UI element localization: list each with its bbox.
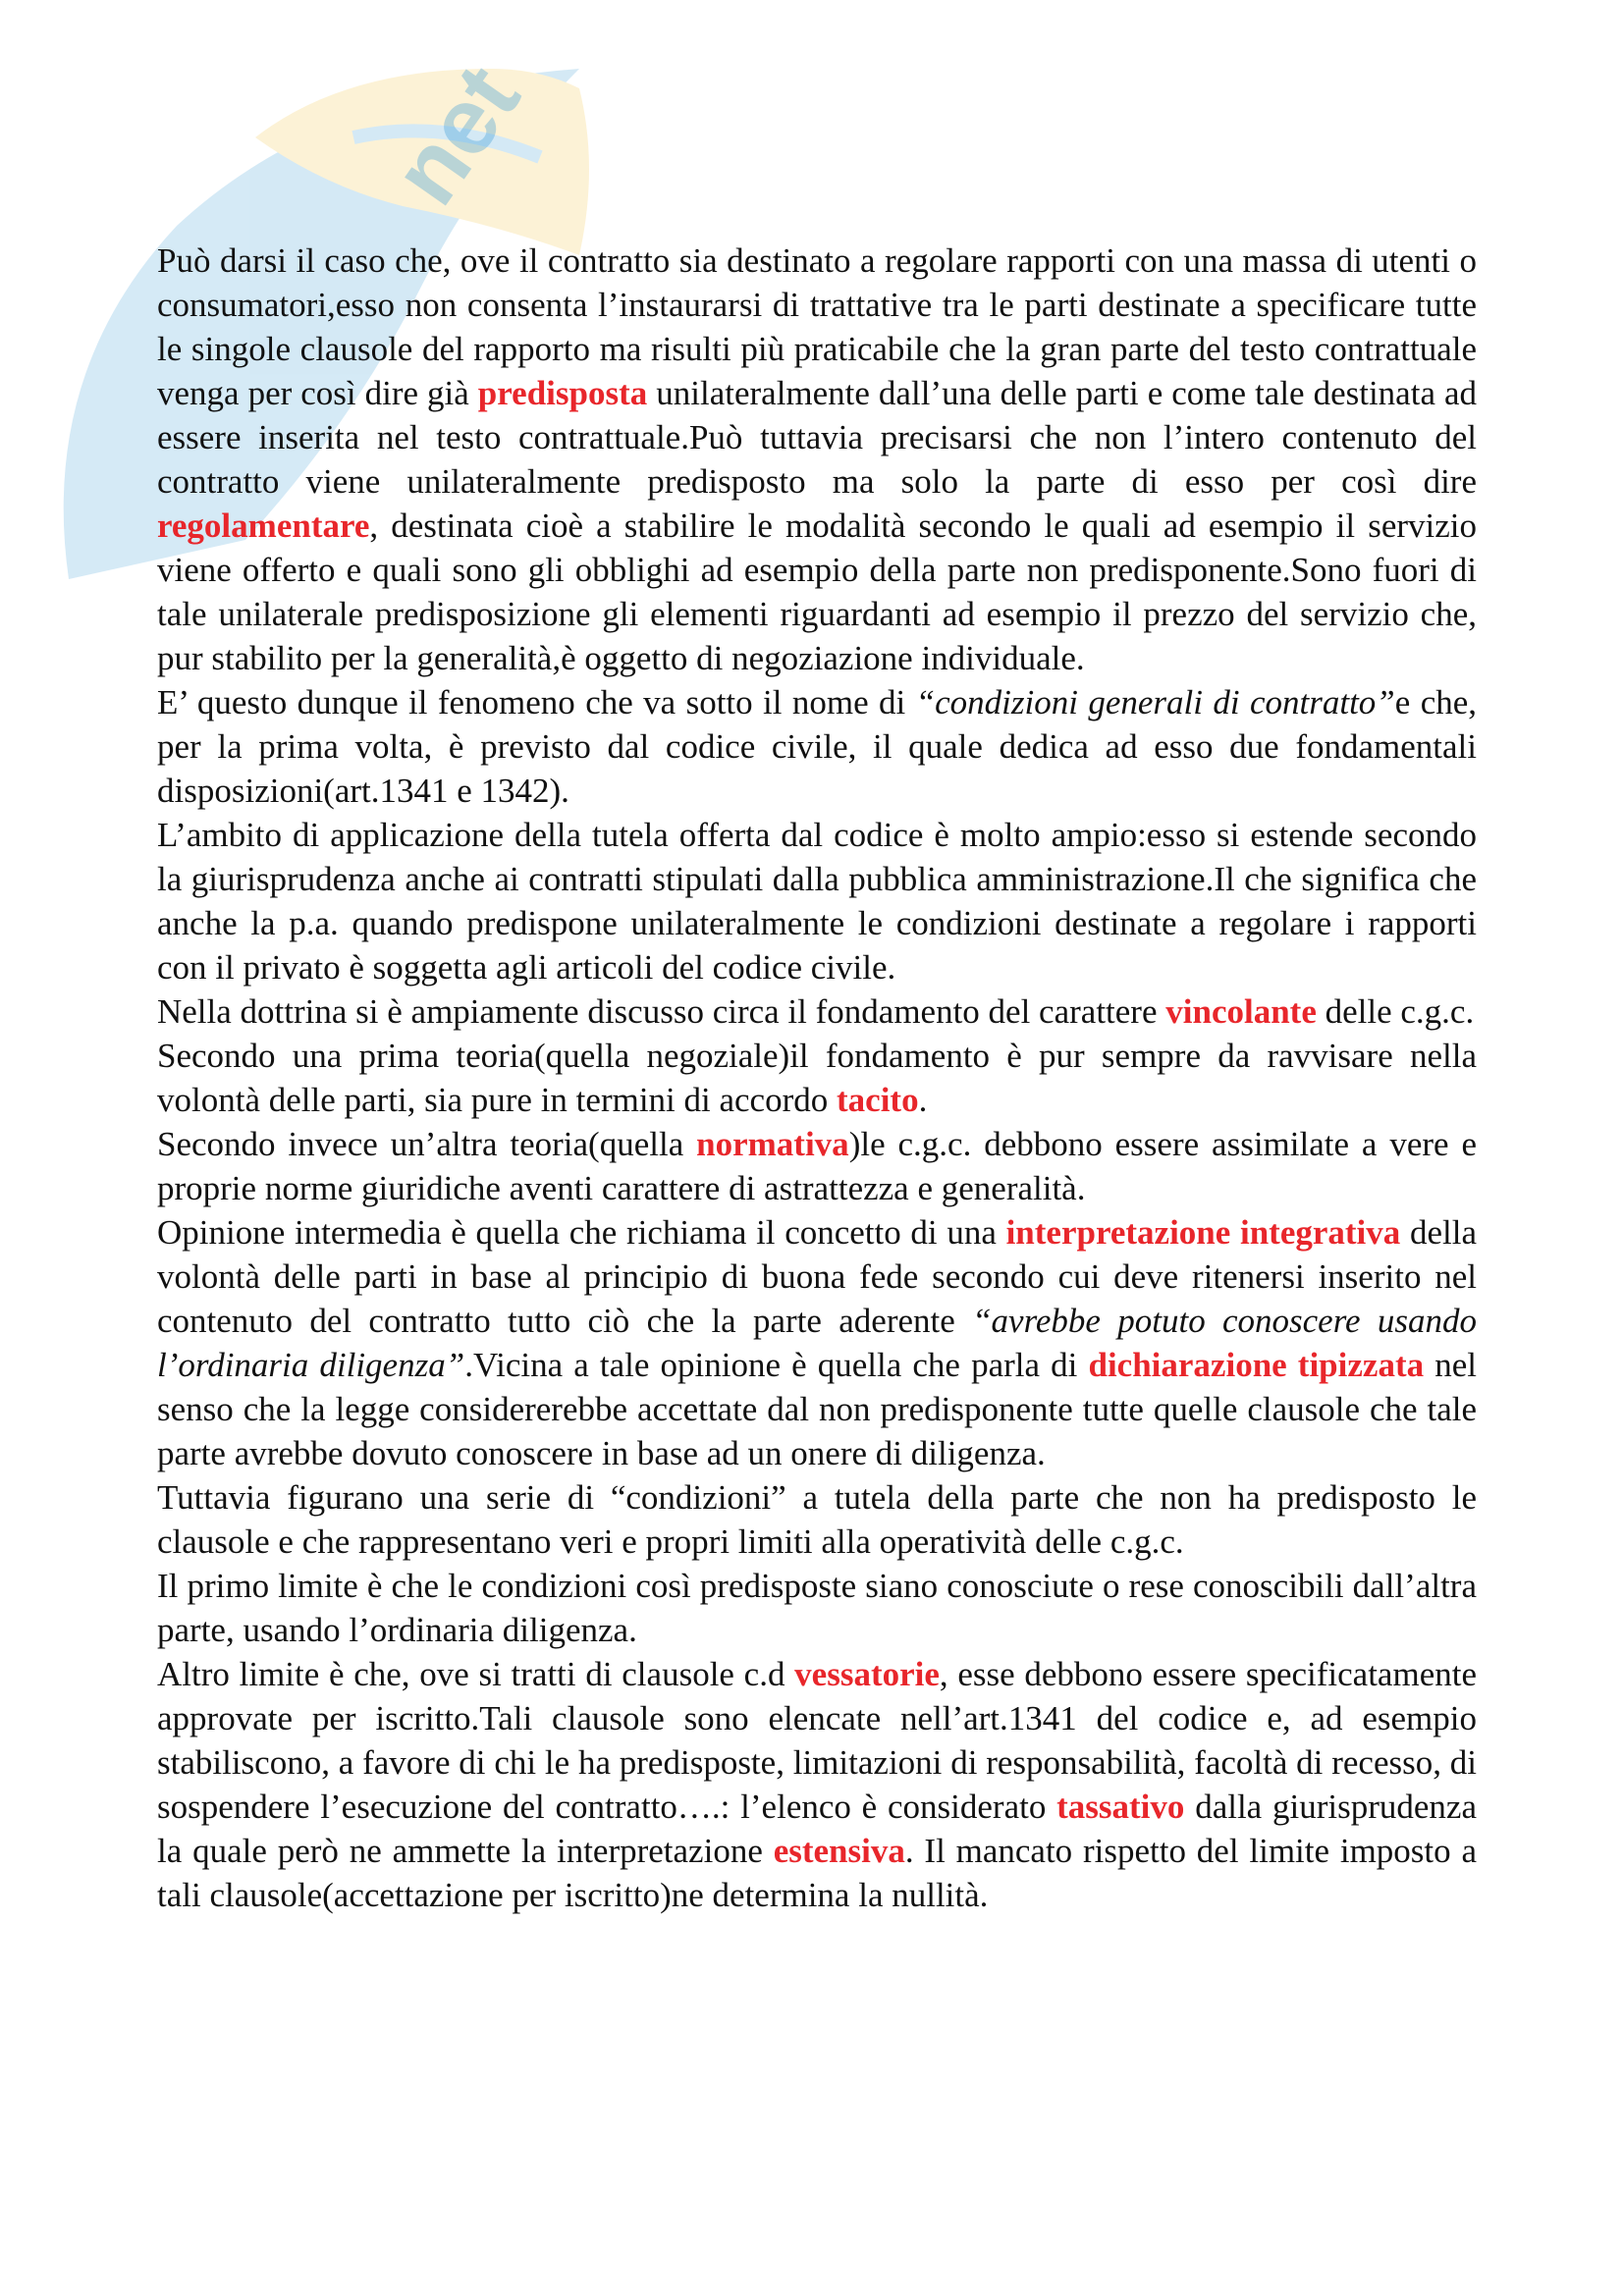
highlighted-term: interpretazione integrativa <box>1005 1213 1401 1252</box>
paragraph <box>157 1034 1477 1122</box>
paragraph <box>157 1210 1477 1475</box>
highlighted-term: estensiva <box>773 1832 905 1870</box>
text-run: Tuttavia figurano una serie di “condizioni” a tutela della parte che non ha predisposto le clausole e che rappresentano veri e propri limiti alla operatività delle c.g.c. <box>157 1478 1477 1561</box>
highlighted-term: normativa <box>696 1125 849 1163</box>
text-run: nel senso che la legge considererebbe accettate dal non predisponente tutte quelle clausole che tale parte avrebbe dovuto conoscere in base ad un onere di diligenza. <box>157 1346 1477 1472</box>
text-run: della volontà delle parti in base al principio di buona fede secondo cui deve ritenersi inserito nel contenuto del contratto tutto ciò che la parte aderente <box>157 1213 1477 1340</box>
highlighted-term: vessatorie <box>794 1655 940 1693</box>
text-run: unilateralmente dall’una delle parti e come tale destinata ad essere inserita nel testo contrattuale.Può tuttavia precisarsi che non l’intero contenuto del contratto viene unilateralmente predisposto ma solo la parte di esso per così dire <box>157 374 1478 501</box>
highlighted-term: vincolante <box>1165 992 1317 1031</box>
text-run: Secondo una prima teoria(quella negoziale)il fondamento è pur sempre da ravvisare nella volontà delle parti, sia pure in termini di accordo <box>157 1037 1477 1119</box>
highlighted-term: regolamentare <box>157 507 370 545</box>
text-run: Secondo invece un’altra teoria(quella <box>157 1125 697 1163</box>
text-run: , destinata cioè a stabilire le modalità secondo le quali ad esempio il servizio viene offerto e quali sono gli obblighi ad esempio della parte non predisponente.Sono fuori di tale unilaterale predisposizione gli elementi riguardanti ad esempio il prezzo del servizio che, pur stabilito per la generalità,è oggetto di negoziazione individuale. <box>157 507 1477 677</box>
text-run: . Il mancato rispetto del limite imposto a tali clausole(accettazione per iscritto)ne determina la nullità. <box>157 1832 1478 1914</box>
paragraph <box>157 680 1477 813</box>
italic-quote: “condizioni generali di contratto” <box>915 683 1395 721</box>
text-run: Altro limite è che, ove si tratti di clausole c.d <box>157 1655 795 1693</box>
text-run: . <box>918 1081 928 1119</box>
paragraph <box>157 1122 1477 1210</box>
paragraph <box>157 813 1477 989</box>
highlighted-term: tacito <box>837 1081 919 1119</box>
paragraph <box>157 1652 1477 1917</box>
highlighted-term: dichiarazione tipizzata <box>1088 1346 1425 1384</box>
highlighted-term: tassativo <box>1056 1788 1185 1826</box>
text-run: Il primo limite è che le condizioni così predisposte siano conosciute o rese conoscibili dall’altra parte, usando l’ordinaria diligenza. <box>157 1567 1477 1649</box>
text-run: e che, per la prima volta, è previsto dal codice civile, il quale dedica ad esso due fondamentali disposizioni(art.1341 e 1342). <box>157 683 1478 810</box>
text-run: L’ambito di applicazione della tutela offerta dal codice è molto ampio:esso si estende secondo la giurisprudenza anche ai contratti stipulati dalla pubblica amministrazione.Il che significa che anche la p.a. quando predispone unilateralmente le condizioni destinate a regolare i rapporti con il privato è soggetta agli articoli del codice civile. <box>157 816 1477 987</box>
text-run: Opinione intermedia è quella che richiama il concetto di una <box>157 1213 1006 1252</box>
watermark-label: net <box>372 46 540 224</box>
text-run: Può darsi il caso che, ove il contratto sia destinato a regolare rapporti con una massa di utenti o consumatori,esso non consenta l’instaurarsi di trattative tra le parti destinate a specificare tutte le singole clausole del rapporto ma risulti più praticabile che la gran parte del testo contrattuale venga per così dire già <box>157 241 1477 412</box>
text-run: delle c.g.c. <box>1316 992 1475 1031</box>
paragraph <box>157 989 1477 1034</box>
text-run: , esse debbono essere specificatamente approvate per iscritto.Tali clausole sono elencate nell’art.1341 del codice e, ad esempio stabiliscono, a favore di chi le ha predisposte, limitazioni di responsabilità, facoltà di recesso, di sospendere l’esecuzione del contratto….: l’elenco è considerato <box>157 1655 1477 1826</box>
paragraph <box>157 239 1477 680</box>
text-run: dalla giurisprudenza la quale però ne ammette la interpretazione <box>157 1788 1477 1870</box>
text-run: )le c.g.c. debbono essere assimilate a vere e proprie norme giuridiche aventi carattere di astrattezza e generalità. <box>157 1125 1477 1207</box>
paragraph <box>157 1564 1477 1652</box>
paragraph <box>157 1475 1477 1564</box>
text-run: E’ questo dunque il fenomeno che va sotto il nome di <box>157 683 916 721</box>
text-run: .Vicina a tale opinione è quella che parla di <box>464 1346 1089 1384</box>
italic-quote: “avrebbe potuto conoscere usando l’ordinaria diligenza” <box>157 1302 1477 1384</box>
document-body <box>157 239 1477 1917</box>
highlighted-term: predisposta <box>477 374 648 412</box>
text-run: Nella dottrina si è ampiamente discusso circa il fondamento del carattere <box>157 992 1166 1031</box>
